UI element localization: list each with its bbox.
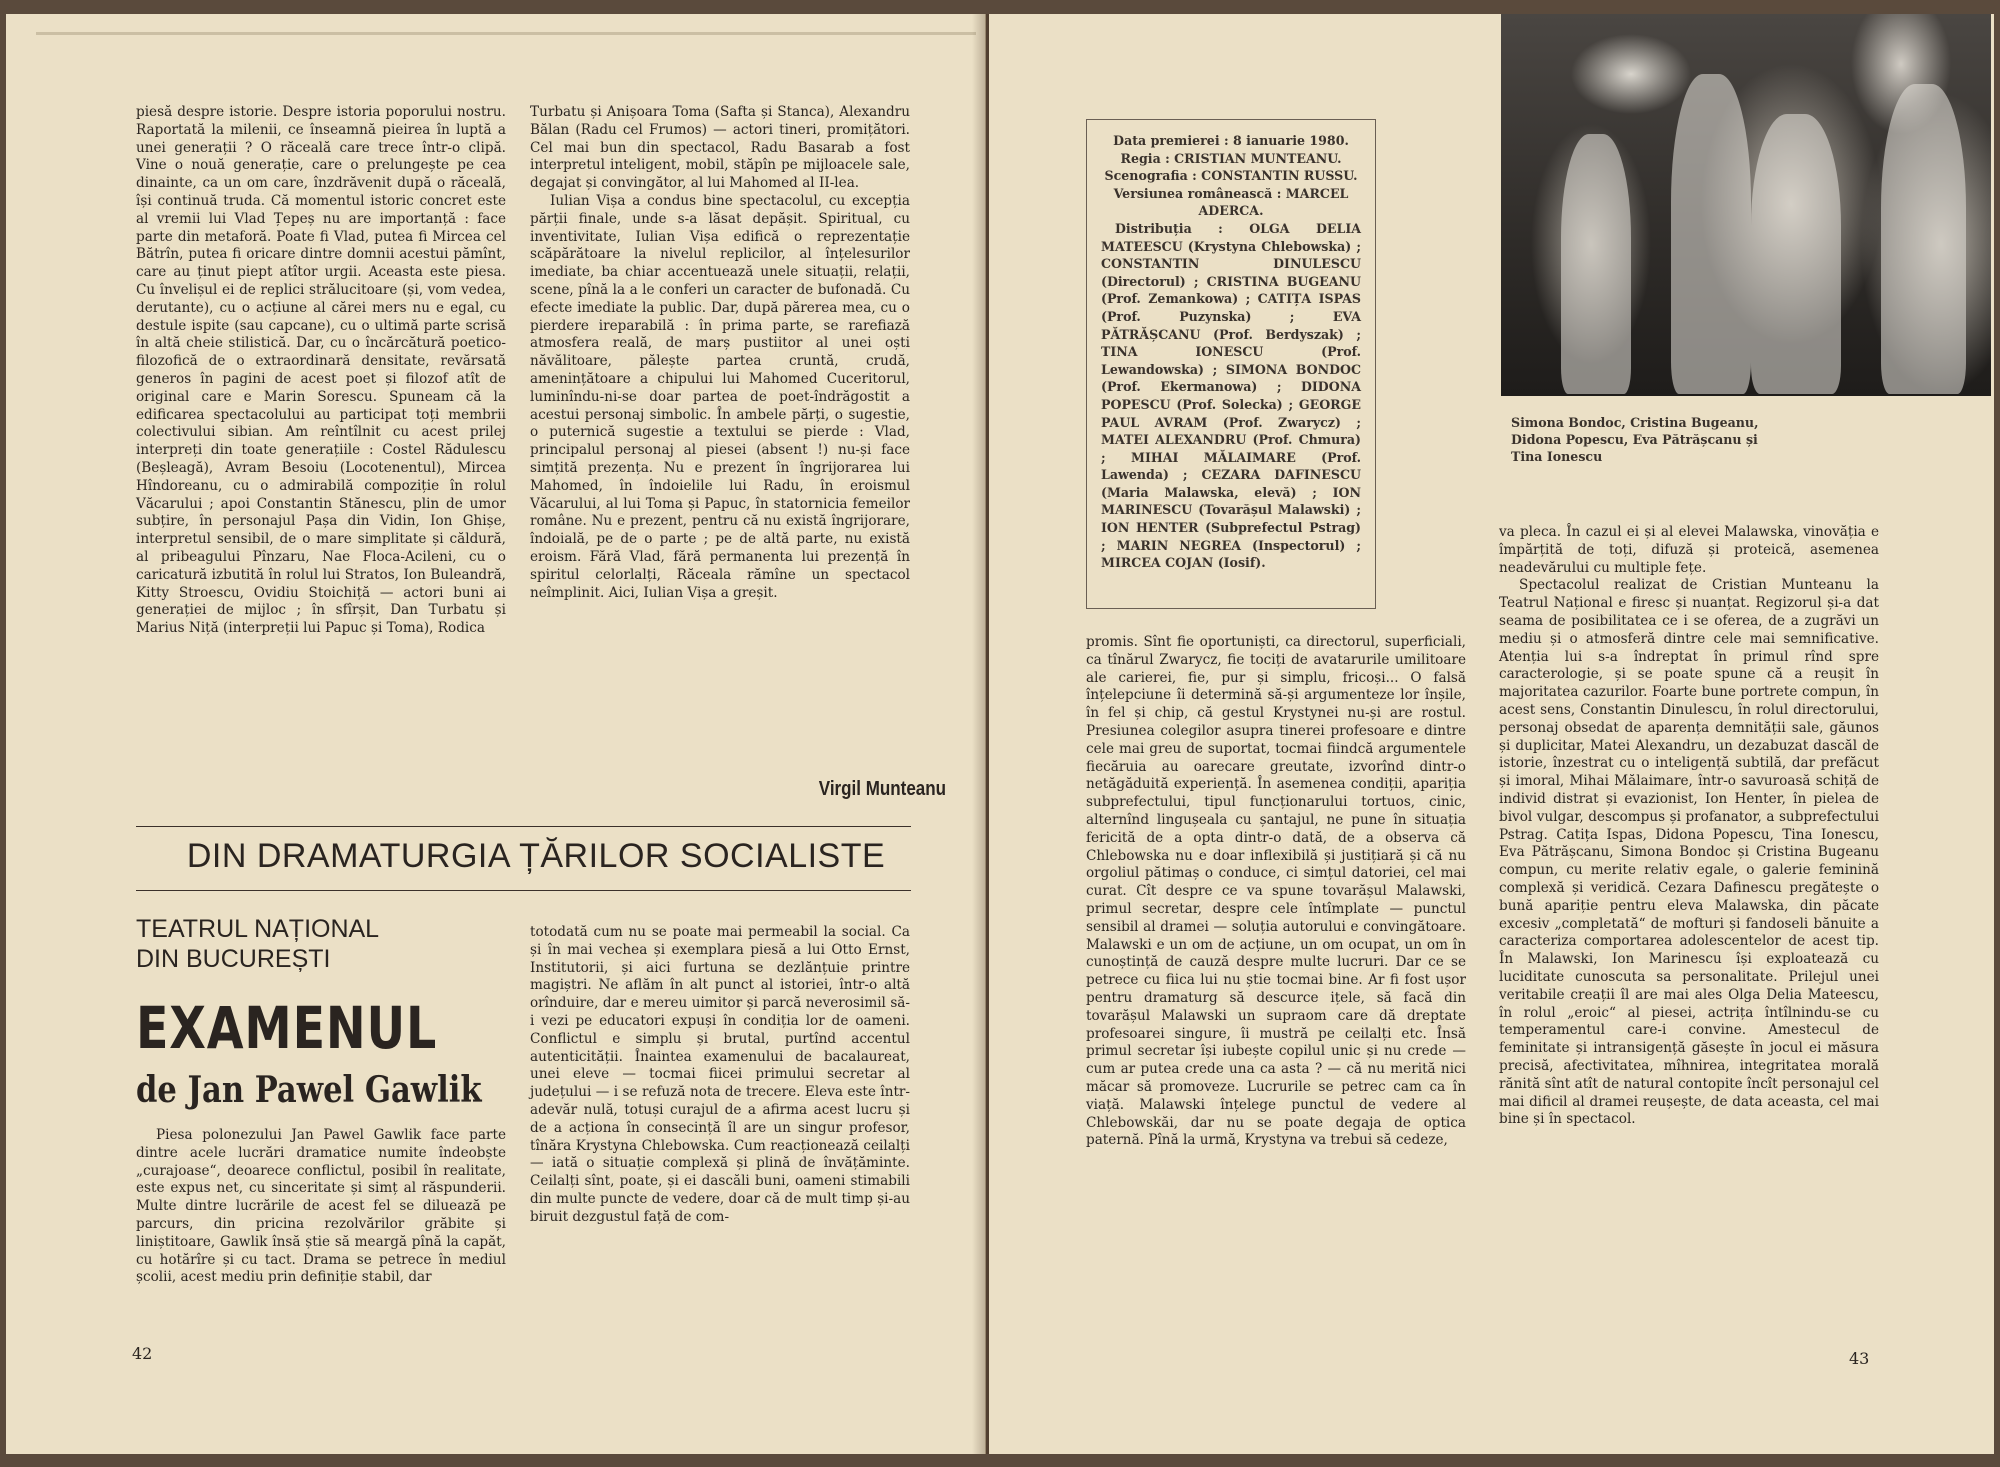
paragraph: va pleca. În cazul ei și al elevei Malawska, vinovăția e împărțită de toți, difuză și proteică, asemenea neadevărului cu multiple fețe.: [1499, 524, 1879, 576]
theatre-name: [136, 914, 436, 974]
section-banner: DIN DRAMATURGIA ȚĂRILOR SOCIALISTE: [186, 837, 886, 875]
page-number: 42: [132, 1344, 153, 1363]
paragraph: totodată cum nu se poate mai permeabil la social. Ca și în mai vechea și exemplara piesă a lui Otto Ernst, Institutorii, și aici furtuna se dezlănțuie printre magiștri. Ne aflăm în alt punct al istoriei, într-o altă orînduire, dar e mereu uimitor și parcă neverosimil să-i vezi pe educatori expuși în condiția lor de oameni. Conflictul e simplu și brutal, purtînd accentul autenticității. Înaintea examenului de bacalaureat, unei eleve — tocmai fiicei primului secretar al județului — i se refuză nota de trecere. Eleva este într-adevăr nulă, totuși curajul de a afirma acest lucru și de a acționa în consecință îl are un singur profesor, tînăra Krystyna Chlebowska. Cum reacționează ceilalți — iată o situație complexă și plină de învățăminte. Ceilalți sînt, poate, și ei dascăli buni, oameni stimabili din multe puncte de vedere, doar că de mult timp și-au biruit dezgustul față de com-: [530, 924, 910, 1225]
left-column-3: [136, 1127, 506, 1287]
photo-figure: [1561, 134, 1631, 394]
play-author: de Jan Pawel Gawlik: [136, 1069, 482, 1111]
article-signature: Virgil Munteanu: [818, 778, 946, 800]
paragraph: promis. Sînt fie oportuniști, ca directorul, superficiali, ca tînărul Zwarycz, fie tociți de avatarurile umilitoare ale carierei, fie, pur și simplu, fricoși... O falsă înțelepciune îi determină să-și argumenteze lor înșile, în fel și chip, că gestul Krystynei nu-și are rostul. Presiunea colegilor asupra tinerei profesoare e dintre cele mai greu de suportat, tocmai fiindcă argumentele fiecăruia au oarecare greutate, izvorînd dintr-o netăgăduită experiență. În asemenea condiții, apariția subprefectului, tipul funcționarului tortuos, cinic, alternînd lingușeala cu șantajul, ne pune în situația fericită de a opta dintr-o dată, de a observa că Chlebowska nu e doar inflexibilă și justițiară și că nu orgoliul pătimaș o conduce, ci simțul datoriei, cel mai curat. Cît despre ce va spune tovarășul Malawski, primul secretar, despre cele întîmplate — punctul sensibil al dramei — soluția autorului e convingătoare. Malawski e un om de acțiune, un om ocupat, un om în cunoștință de cauză despre multe lucruri. Dar ce se petrece cu fiica lui nu știe tocmai bine. Ar fi fost ușor pentru dramaturg să descurce ițele, să facă din tovarășul Malawski un supraom care dă dreptate profesoarei singure, îi mustră pe ceilalți etc. Însă primul secretar își iubește copilul unic și nu crede — cum ar putea crede una ca asta ? — că nu merită nici măcar să promoveze. Lucrurile se petrec cam ca în viață. Malawski înțelege punctul de vedere al Chlebowskăi, dar nu se poate degaja de optica paternă. Pînă la urmă, Krystyna va trebui să cedeze,: [1086, 634, 1466, 1149]
right-page: [989, 14, 1994, 1454]
paragraph: Spectacolul realizat de Cristian Munteanu la Teatrul Național e firesc și nuanțat. Regizorul și-a dat seama de posibilitatea ce i se oferea, de a zugrăvi un mediu și o atmosferă dintre cele mai semnificative. Atenția lui s-a îndreptat în primul rînd spre caracterologie, și se poate spune că a reușit în majoritatea cazurilor. Foarte bune portrete compun, în acest sens, Constantin Dinulescu, în rolul directorului, personaj obsedat de aparența demnității sale, găunos și duplicitar, Matei Alexandru, un dezabuzat dascăl de istorie, înzestrat cu o inteligență subtilă, dar prefăcut și imoral, Mihai Mălaimare, într-o savuroasă schiță de individ distrat și evazionist, Ion Henter, în pielea de bivol vulgar, descompus și profanator, a subprefectului Pstrag. Catița Ispas, Didona Popescu, Tina Ionescu, Eva Pătrășcanu, Simona Bondoc și Cristina Bugeanu compun, cu merite relativ egale, o galerie feminină complexă și veridică. Cezara Dafinescu pregătește o bună apariție pentru eleva Malawska, din păcate excesiv „completată“ de mofturi și fandoseli bănuite a caracteriza comportarea adolescentelor de acest tip. În Malawski, Ion Marinescu își exploatează cu luciditate cunoscuta sa personalitate. Prilejul unei veritabile creații îl are mai ales Olga Delia Mateescu, în rolul „eroic“ al piesei, actrița întîlnindu-se cu temperamentul care-i convine. Amestecul de feminitate și intransigență găsește în jocul ei măsura precisă, afectivitatea, mîhnirea, integritatea morală rănită sînt atît de natural contopite încît personajul cel mai dificil al dramei reușește, de data aceasta, cel mai bine și în spectacol.: [1499, 577, 1879, 1128]
left-column-1: [136, 104, 506, 638]
left-page: [6, 14, 986, 1454]
page-number: 43: [1849, 1349, 1870, 1368]
top-edge-line: [36, 32, 976, 35]
right-column-2: [1499, 524, 1879, 1129]
paragraph: Piesa polonezului Jan Pawel Gawlik face parte dintre acele lucrări dramatice numite îndeobște „curajoase“, deoarece conflictul, posibil în realitate, este expus net, cu sinceritate și simț al răspunderii. Multe dintre lucrările de acest fel se diluează pe parcurs, din pricina rezolvărilor grăbite și liniștitoare, Gawlik însă știe să meargă pînă la capăt, cu hotărîre și cu tact. Drama se petrece în mediul școlii, acest mediu prin definiție stabil, dar: [136, 1127, 506, 1286]
right-column-1: [1086, 634, 1466, 1150]
theatre-line-1: TEATRUL NAȚIONAL: [136, 915, 380, 943]
left-column-2: [530, 104, 910, 602]
paragraph: piesă despre istorie. Despre istoria poporului nostru. Raportată la milenii, ce înseamnă pieirea în luptă a unei generații ? O răceală care trece într-o clipă. Vine o nouă generație, care o prelungește pe cea dinainte, ca un om care, înzdrăvenit după o răceală, își continuă truda. Că momentul istoric concret este al vremii lui Vlad Țepeș nu are importanță : face parte din metaforă. Poate fi Vlad, putea fi Mircea cel Bătrîn, putea fi oricare dintre domnii acestui pămînt, care au ținut piept atîtor urgii. Aceasta este piesa. Cu învelișul ei de replici strălucitoare (și, vom vedea, derutante), cu o acțiune al cărei mers nu e egal, cu destule ispite (sau capcane), cu o ultimă parte scrisă în altă cheie stilistică. Dar, cu o încărcătură poetico-filozofică de o extraordinară densitate, revărsată generos în pagini de acest poet și filozof atît de original care e Marin Sorescu. Spuneam că la edificarea spectacolului au participat toți membrii colectivului sibian. Am reîntîlnit cu acest prilej interpreți din toate generațiile : Costel Rădulescu (Beșleagă), Avram Besoiu (Locotenentul), Mircea Hîndoreanu, cu o admirabilă compoziție în rolul Văcarului ; apoi Constantin Stănescu, plin de umor subțire, în personajul Pașa din Vidin, Ion Ghișe, interpretul sensibil, de o mare simplitate și căldură, al pribeagului Pînzaru, Nae Floca-Acileni, cu o caricatură izbutită în rolul lui Stratos, Ion Buleandră, Kitty Stroescu, Ovidiu Stoichiță — actori buni ai generației de mijloc ; în sfîrșit, Dan Turbatu și Marius Niță (interpreții lui Papuc și Toma), Rodica: [136, 104, 506, 637]
section-rule-bottom: [136, 890, 911, 891]
left-column-4: [530, 924, 910, 1227]
photo-figure: [1751, 114, 1841, 394]
paragraph: Turbatu și Anișoara Toma (Safta și Stanca), Alexandru Bălan (Radu cel Frumos) — actori tineri, promițători. Cel mai bun din spectacol, Radu Basarab a fost interpretul inteligent, mobil, stăpîn pe mijloacele sale, degajat și convingător, al lui Mahomed al II-lea.: [530, 104, 910, 192]
credits-cast: Distribuția : OLGA DELIA MATEESCU (Krystyna Chlebowska) ; CONSTANTIN DINULESCU (Directorul) ; CRISTINA BUGEANU (Prof. Zemankowa) ; CATIȚA ISPAS (Prof. Puzynska) ; EVA PĂTRĂȘCANU (Prof. Berdyszak) ; TINA IONESCU (Prof. Lewandowska) ; SIMONA BONDOC (Prof. Ekermanowa) ; DIDONA POPESCU (Prof. Solecka) ; GEORGE PAUL AVRAM (Prof. Zwarycz) ; MATEI ALEXANDRU (Prof. Chmura) ; MIHAI MĂLAIMARE (Prof. Lawenda) ; CEZARA DAFINESCU (Maria Malawska, elevă) ; ION MARINESCU (Tovarășul Malawski) ; ION HENTER (Subprefectul Pstrag) ; MARIN NEGREA (Inspectorul) ; MIRCEA COJAN (Iosif).: [1101, 220, 1361, 571]
photo-figure: [1671, 74, 1751, 394]
section-rule-top: [136, 826, 911, 827]
photo-figure: [1881, 84, 1966, 394]
production-photo: [1501, 14, 1991, 396]
theatre-line-2: DIN BUCUREȘTI: [136, 945, 331, 973]
photo-caption: Simona Bondoc, Cristina Bugeanu, Didona Popescu, Eva Pătrășcanu și Tina Ionescu: [1511, 415, 1759, 464]
credits-box: [1086, 119, 1376, 609]
play-title: EXAMENUL: [136, 994, 438, 1062]
credits-header: Data premierei : 8 ianuarie 1980. Regia : CRISTIAN MUNTEANU. Scenografia : CONSTANTIN RUSSU. Versiunea românească : MARCEL ADERCA.: [1104, 133, 1358, 219]
paragraph: Iulian Vișa a condus bine spectacolul, cu excepția părții finale, unde s-a lăsat depășit. Spiritual, cu inventivitate, Iulian Vișa edifică o reprezentație scăpărătoare la nivelul replicilor, al înțelesurilor imediate, ba chiar accentuează unele situații, relații, scene, pînă la a le conferi un caracter de bufonadă. Cu efecte imediate la public. Dar, după părerea mea, cu o pierdere ireparabilă : în prima parte, se rarefiază atmosfera reală, de marș pustiitor al unei oști năvălitoare, pălește partea cruntă, crudă, amenințătoare a chipului lui Mahomed Cuceritorul, luminîndu-ni-se doar partea de poet-îndrăgostit a acestui personaj simbolic. În ambele părți, o sugestie, o puternică sugestie a textului se pierde : Vlad, principalul personaj al piesei (absent !) nu-și face simțită prezența. Nu e prezent în îngrijorarea lui Mahomed, în îndoielile lui Radu, în eroismul Văcarului, al lui Toma și Papuc, în statornicia femeilor române. Nu e prezent, pentru că nu există îngrijorare, îndoială, pe de o parte ; pe de altă parte, nu există eroism. Fără Vlad, fără permanenta lui prezență în spiritul celorlalți, Răceala rămîne un spectacol neîmplinit. Aici, Iulian Vișa a greșit.: [530, 192, 910, 601]
